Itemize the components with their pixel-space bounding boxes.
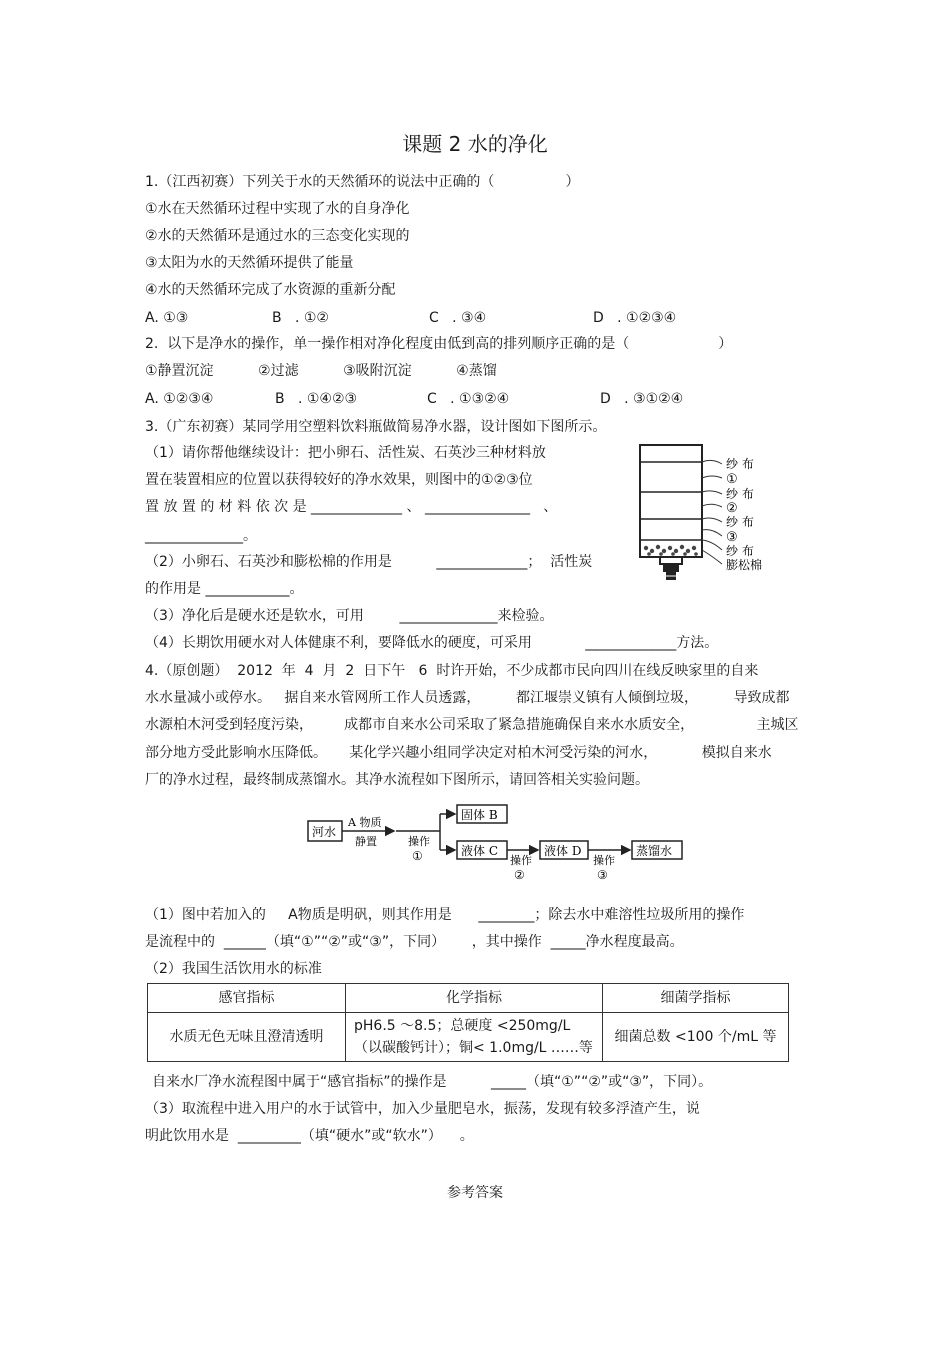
flow-liquid-d-label: 液体 D [544,844,582,858]
purifier-label-cotton: 膨松棉 [726,558,763,572]
q1-stem: 1.（江西初赛）下列关于水的天然循环的说法中正确的（ ） [145,174,580,190]
purifier-label-2: ② [726,501,738,516]
flow-liquid-c-label: 液体 C [461,844,498,858]
flow-op1-number: ① [412,849,423,863]
q4-sub1-line2: 是流程中的 ______（填“①”“②”或“③”，下同） ，其中操作 _____净水程度最高。 [145,934,684,950]
flow-solid-b-label: 固体 B [461,808,498,822]
table-header-chemical: 化学指标 [346,984,603,1013]
table-cell-sensory: 水质无色无味且澄清透明 [148,1013,346,1062]
q2-option-d: D . ③①②④ [600,391,684,407]
q1-option-a: A. ①③ [145,310,189,326]
q4-intro-line3: 水源柏木河受到轻度污染， 成都市自来水公司采取了紧急措施确保自来水水质安全， 主城区 [145,717,799,733]
q4-intro-line2: 水水量减小或停水。 据自来水管网所工作人员透露， 都江堰崇义镇有人倾倒垃圾， 导致成都 [145,690,790,706]
q1-option-d: D . ①②③④ [593,310,677,326]
page-title: 课题 2 水的净化 [402,132,548,156]
purifier-label-1: ① [726,472,738,487]
q3-part1-line2: 置在装置相应的位置以获得较好的净水效果，则图中的①②③位 [145,472,533,488]
q3-part4: （4）长期饮用硬水对人体健康不利，要降低水的硬度，可采用 _____________方法。 [145,635,719,651]
q4-sub3-line1: （3）取流程中进入用户的水于试管中，加入少量肥皂水，振荡，发现有较多浮渣产生，说 [145,1101,700,1117]
q3-stem: 3.（广东初赛）某同学用空塑料饮料瓶做简易净水器，设计图如下图所示。 [145,419,607,435]
flow-river-label: 河水 [312,825,337,839]
answer-heading: 参考答案 [447,1185,503,1201]
water-purifier-figure [630,442,790,592]
q1-statement-3: ③太阳为水的天然循环提供了能量 [145,255,354,271]
flow-a-substance-label: A 物质 [348,816,382,829]
purifier-label-3: ③ [726,530,738,545]
table-header-sensory: 感官指标 [148,984,346,1013]
q1-statement-2: ②水的天然循环是通过水的三态变化实现的 [145,228,410,244]
q1-statement-4: ④水的天然循环完成了水资源的重新分配 [145,282,396,298]
flow-op2-number: ② [514,868,525,882]
q3-part3: （3）净化后是硬水还是软水，可用 ______________来检验。 [145,608,554,624]
q3-part2-line2: 的作用是 ____________。 [145,581,304,597]
purifier-label-gauze-4: 纱 布 [726,544,754,558]
q2-option-a: A. ①②③④ [145,391,214,407]
table-header-row [148,984,789,1013]
q3-part1-line4: ______________。 [145,528,257,544]
q1-statement-1: ①水在天然循环过程中实现了水的自身净化 [145,201,410,217]
purifier-label-gauze-2: 纱 布 [726,487,754,501]
table-cell-chemical: pH6.5 ～8.5；总硬度 <250mg/L（以碳酸钙计）；铜< 1.0mg/L ……等 [346,1013,603,1062]
drinking-water-standard-table [147,983,789,1062]
flow-op3-number: ③ [597,868,608,882]
q2-option-c: C . ①③②④ [427,391,510,407]
table-row [148,1013,789,1062]
q4-intro-line5: 厂的净水过程，最终制成蒸馏水。其净水流程如下图所示，请回答相关实验问题。 [145,772,649,788]
q4-intro-line4: 部分地方受此影响水压降低。 某化学兴趣小组同学决定对柏木河受污染的河水， 模拟自来水 [145,745,772,761]
table-header-bacterial: 细菌学指标 [603,984,789,1013]
q2-option-b: B . ①④②③ [275,391,358,407]
flow-op3-label: 操作 [593,854,615,867]
flow-distilled-label: 蒸馏水 [636,844,673,858]
q3-part1-line1: （1）请你帮他继续设计：把小卵石、活性炭、石英沙三种材料放 [145,445,546,461]
q1-option-b: B . ①② [272,310,329,326]
q3-part1-line3: 置 放 置 的 材 料 依 次 是 _____________ 、 _______________ 、 [145,499,558,515]
purifier-label-gauze-1: 纱 布 [726,457,754,471]
q2-operations: ①静置沉淀 ②过滤 ③吸附沉淀 ④蒸馏 [145,363,497,379]
q3-part2-line1: （2）小卵石、石英沙和膨松棉的作用是 _____________； 活性炭 [145,554,593,570]
q4-sub2-question: 自来水厂净水流程图中属于“感官指标”的操作是 _____（填“①”“②”或“③”，下同）。 [152,1074,713,1090]
q4-intro-line1: 4.（原创题） 2012 年 4 月 2 日下午 6 时许开始，不少成都市民向四川在线反映家里的自来 [145,663,759,679]
purification-flow-diagram [300,800,700,882]
q2-stem: 2. 以下是净水的操作，单一操作相对净化程度由低到高的排列顺序正确的是（ ） [145,336,733,352]
q4-sub1-line1: （1）图中若加入的 A物质是明矾，则其作用是 ________；除去水中难溶性垃圾所用的操作 [145,907,745,923]
flow-op1-label: 操作 [408,835,430,848]
q4-sub2: （2）我国生活饮用水的标准 [145,961,322,977]
flow-op2-label: 操作 [510,854,532,867]
q4-sub3-line2: 明此饮用水是 _________（填“硬水”或“软水”） 。 [145,1128,474,1144]
purifier-label-gauze-3: 纱 布 [726,515,754,529]
q1-option-c: C . ③④ [429,310,487,326]
table-cell-bacterial: 细菌总数 <100 个/mL 等 [603,1013,789,1062]
flow-settle-label: 静置 [355,835,377,848]
